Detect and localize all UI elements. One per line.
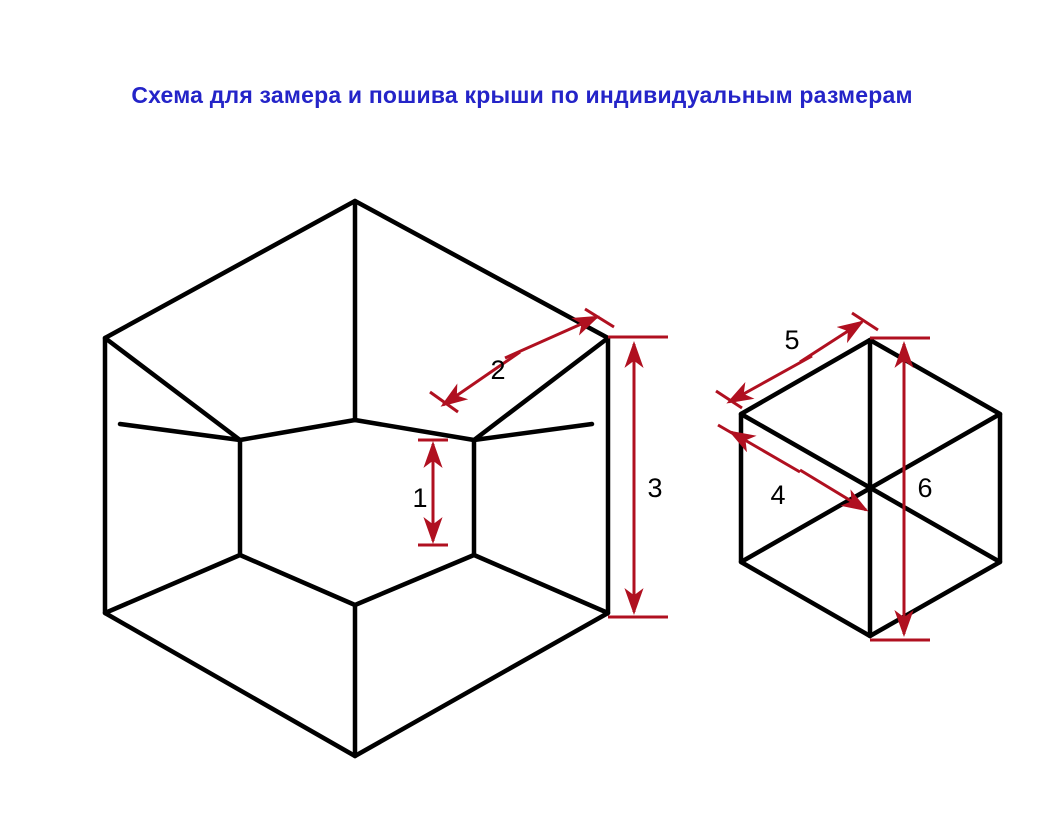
dim-2-ext-lower [430,392,458,412]
dimension-label-6: 6 [917,473,933,504]
dim-2-arrow-down [443,352,520,405]
inner-rim-bottom [240,555,474,605]
isometric-hexagonal-roof-large [105,201,608,756]
dimension-label-3: 3 [647,473,663,504]
dimension-label-4: 4 [770,480,786,511]
page-title: Схема для замера и пошива крыши по индивидуальным размерам [131,82,913,108]
inner-rim-lower-left [105,440,240,613]
dim-2-ext-upper [585,309,614,327]
dim-4-arrow-down [800,470,866,510]
dimension-label-2: 2 [490,355,506,386]
dimension-label-1: 1 [412,483,428,514]
inner-rim-lower-right [474,440,608,613]
dim-5-ext-lower [716,391,742,408]
inner-hexagon-outline [355,420,592,440]
dimension-label-5: 5 [784,325,800,356]
